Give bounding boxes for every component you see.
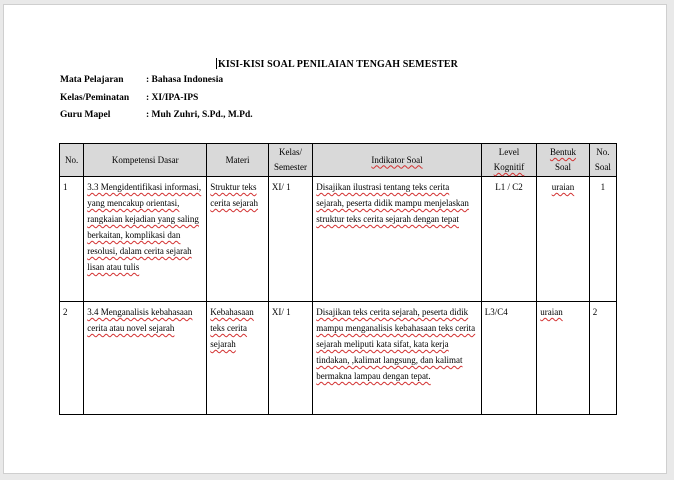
cell-no-soal: 1	[589, 177, 616, 302]
meta-label: Guru Mapel	[60, 110, 111, 120]
table-header-row	[60, 144, 617, 177]
cell-kelas-semester: XI/ 1	[268, 302, 312, 415]
header-indikator-soal: Indikator Soal	[313, 144, 482, 177]
header-no-soal: No. Soal	[589, 144, 616, 177]
header-level-kognitif: Level Kognitif	[481, 144, 536, 177]
text-cursor	[216, 58, 217, 69]
cell-indikator-soal: Disajikan ilustrasi tentang teks cerita sejarah, peserta didik mampu menjelaskan struktur teks cerita sejarah dengan tepat	[313, 177, 482, 302]
cell-materi: Struktur teks cerita sejarah	[207, 177, 269, 302]
document-title: KISI-KISI SOAL PENILAIAN TENGAH SEMESTER	[218, 59, 458, 70]
cell-level-kognitif: L1 / C2	[481, 177, 536, 302]
header-materi: Materi	[207, 144, 269, 177]
cell-bentuk-soal: uraian	[537, 302, 589, 415]
cell-bentuk-soal: uraian	[537, 177, 589, 302]
cell-kompetensi-dasar: 3.3 Mengidentifikasi informasi, yang mencakup orientasi, rangkaian kejadian yang saling berkaitan, komplikasi dan resolusi, dalam cerita sejarah lisan atau tulis	[84, 177, 207, 302]
meta-label: Mata Pelajaran	[60, 75, 124, 85]
meta-label: Kelas/Peminatan	[60, 92, 130, 103]
table-row	[60, 302, 617, 415]
kisi-kisi-table	[59, 143, 617, 415]
cell-kompetensi-dasar: 3.4 Menganalisis kebahasaan cerita atau novel sejarah	[84, 302, 207, 415]
cell-no-soal: 2	[589, 302, 616, 415]
meta-value: : XI/IPA-IPS	[146, 92, 199, 103]
cell-no: 1	[60, 177, 84, 302]
meta-value: : Bahasa Indonesia	[146, 75, 224, 85]
cell-level-kognitif: L3/C4	[481, 302, 536, 415]
header-kelas-semester: Kelas/ Semester	[268, 144, 312, 177]
meta-value: : Muh Zuhri, S.Pd., M.Pd.	[146, 110, 253, 120]
cell-materi: Kebahasaan teks cerita sejarah	[207, 302, 269, 415]
table-row	[60, 177, 617, 302]
header-bentuk-soal: Bentuk Soal	[537, 144, 589, 177]
header-kompetensi-dasar: Kompetensi Dasar	[84, 144, 207, 177]
cell-kelas-semester: XI/ 1	[268, 177, 312, 302]
cell-indikator-soal: Disajikan teks cerita sejarah, peserta didik mampu menganalisis kebahasaan teks cerita sejarah meliputi kata sifat, kata kerja tindakan, ,kalimat langsung, dan kalimat bermakna lampau dengan tepat.	[313, 302, 482, 415]
cell-no: 2	[60, 302, 84, 415]
header-no: No.	[60, 144, 84, 177]
